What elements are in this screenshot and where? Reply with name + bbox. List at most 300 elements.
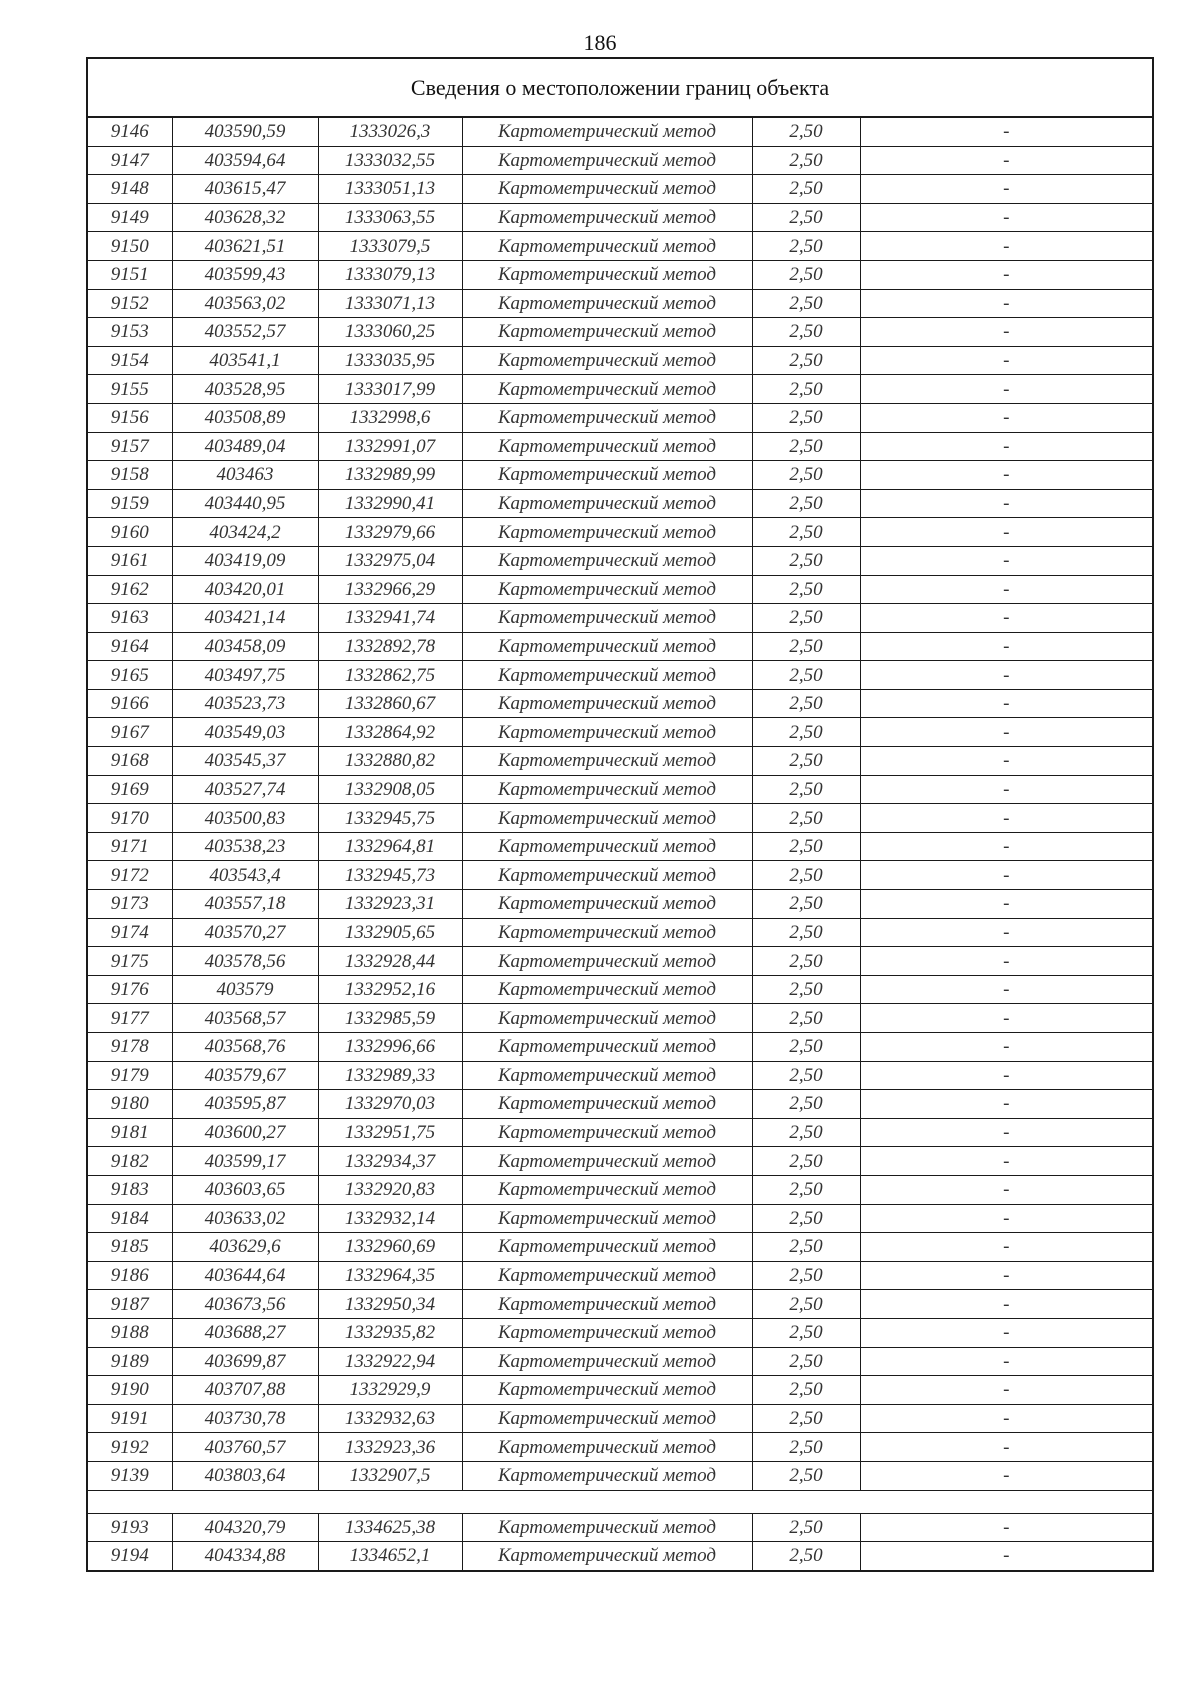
method-cell: Картометрический метод [462,804,752,833]
y-coordinate-cell: 1332907,5 [318,1461,462,1490]
method-cell: Картометрический метод [462,1175,752,1204]
method-cell: Картометрический метод [462,1033,752,1062]
method-cell: Картометрический метод [462,518,752,547]
table-row [88,604,1152,633]
description-cell: - [860,1513,1152,1542]
table-row [88,1175,1152,1204]
table-row [88,689,1152,718]
accuracy-cell: 2,50 [752,918,860,947]
table-row [88,260,1152,289]
y-coordinate-cell: 1332932,14 [318,1204,462,1233]
method-cell: Картометрический метод [462,975,752,1004]
x-coordinate-cell: 403463 [172,461,318,490]
table-row [88,861,1152,890]
table-title: Сведения о местоположении границ объекта [88,59,1152,118]
method-cell: Картометрический метод [462,1404,752,1433]
point-number-cell: 9159 [88,489,172,518]
x-coordinate-cell: 403629,6 [172,1233,318,1262]
point-number-cell: 9149 [88,203,172,232]
table-row [88,118,1152,146]
accuracy-cell: 2,50 [752,718,860,747]
description-cell: - [860,432,1152,461]
x-coordinate-cell: 403552,57 [172,318,318,347]
method-cell: Картометрический метод [462,432,752,461]
description-cell: - [860,1090,1152,1119]
y-coordinate-cell: 1332964,35 [318,1261,462,1290]
y-coordinate-cell: 1332979,66 [318,518,462,547]
accuracy-cell: 2,50 [752,260,860,289]
description-cell: - [860,1033,1152,1062]
point-number-cell: 9154 [88,346,172,375]
description-cell: - [860,118,1152,146]
x-coordinate-cell: 403523,73 [172,689,318,718]
y-coordinate-cell: 1332934,37 [318,1147,462,1176]
accuracy-cell: 2,50 [752,804,860,833]
y-coordinate-cell: 1333071,13 [318,289,462,318]
y-coordinate-cell: 1332892,78 [318,632,462,661]
description-cell: - [860,1376,1152,1405]
method-cell: Картометрический метод [462,1513,752,1542]
accuracy-cell: 2,50 [752,461,860,490]
table-row [88,1118,1152,1147]
x-coordinate-cell: 403497,75 [172,661,318,690]
point-number-cell: 9181 [88,1118,172,1147]
x-coordinate-cell: 403528,95 [172,375,318,404]
y-coordinate-cell: 1333026,3 [318,118,462,146]
table-row [88,1290,1152,1319]
accuracy-cell: 2,50 [752,518,860,547]
method-cell: Картометрический метод [462,861,752,890]
method-cell: Картометрический метод [462,1261,752,1290]
y-coordinate-cell: 1332991,07 [318,432,462,461]
table-row [88,1347,1152,1376]
y-coordinate-cell: 1332950,34 [318,1290,462,1319]
point-number-cell: 9187 [88,1290,172,1319]
description-cell: - [860,346,1152,375]
point-number-cell: 9147 [88,146,172,175]
table-row [88,747,1152,776]
coordinates-grid [88,118,1152,1570]
y-coordinate-cell: 1332908,05 [318,775,462,804]
table-row [88,203,1152,232]
table-row [88,1147,1152,1176]
table-row [88,403,1152,432]
x-coordinate-cell: 403538,23 [172,832,318,861]
description-cell: - [860,661,1152,690]
x-coordinate-cell: 403644,64 [172,1261,318,1290]
table-row [88,575,1152,604]
accuracy-cell: 2,50 [752,832,860,861]
table-row [88,718,1152,747]
method-cell: Картометрический метод [462,604,752,633]
table-row [88,546,1152,575]
description-cell: - [860,604,1152,633]
accuracy-cell: 2,50 [752,375,860,404]
table-row [88,432,1152,461]
accuracy-cell: 2,50 [752,118,860,146]
description-cell: - [860,947,1152,976]
x-coordinate-cell: 403570,27 [172,918,318,947]
point-number-cell: 9172 [88,861,172,890]
method-cell: Картометрический метод [462,1290,752,1319]
point-number-cell: 9185 [88,1233,172,1262]
accuracy-cell: 2,50 [752,1433,860,1462]
description-cell: - [860,546,1152,575]
description-cell: - [860,1204,1152,1233]
method-cell: Картометрический метод [462,1004,752,1033]
method-cell: Картометрический метод [462,632,752,661]
y-coordinate-cell: 1332923,36 [318,1433,462,1462]
method-cell: Картометрический метод [462,890,752,919]
method-cell: Картометрический метод [462,1233,752,1262]
y-coordinate-cell: 1333051,13 [318,175,462,204]
method-cell: Картометрический метод [462,1318,752,1347]
point-number-cell: 9186 [88,1261,172,1290]
x-coordinate-cell: 403420,01 [172,575,318,604]
x-coordinate-cell: 403549,03 [172,718,318,747]
method-cell: Картометрический метод [462,689,752,718]
point-number-cell: 9165 [88,661,172,690]
method-cell: Картометрический метод [462,947,752,976]
point-number-cell: 9155 [88,375,172,404]
y-coordinate-cell: 1332996,66 [318,1033,462,1062]
description-cell: - [860,232,1152,261]
point-number-cell: 9152 [88,289,172,318]
x-coordinate-cell: 403527,74 [172,775,318,804]
point-number-cell: 9150 [88,232,172,261]
accuracy-cell: 2,50 [752,403,860,432]
y-coordinate-cell: 1332935,82 [318,1318,462,1347]
table-row [88,1433,1152,1462]
y-coordinate-cell: 1333017,99 [318,375,462,404]
accuracy-cell: 2,50 [752,232,860,261]
y-coordinate-cell: 1333079,13 [318,260,462,289]
description-cell: - [860,203,1152,232]
y-coordinate-cell: 1332985,59 [318,1004,462,1033]
method-cell: Картометрический метод [462,175,752,204]
y-coordinate-cell: 1332989,99 [318,461,462,490]
x-coordinate-cell: 403557,18 [172,890,318,919]
accuracy-cell: 2,50 [752,1461,860,1490]
accuracy-cell: 2,50 [752,689,860,718]
point-number-cell: 9183 [88,1175,172,1204]
point-number-cell: 9168 [88,747,172,776]
accuracy-cell: 2,50 [752,1261,860,1290]
table-row [88,1090,1152,1119]
x-coordinate-cell: 403568,57 [172,1004,318,1033]
table-row [88,947,1152,976]
table-row [88,318,1152,347]
point-number-cell: 9151 [88,260,172,289]
description-cell: - [860,461,1152,490]
method-cell: Картометрический метод [462,1090,752,1119]
point-number-cell: 9153 [88,318,172,347]
table-row [88,775,1152,804]
table-row [88,175,1152,204]
description-cell: - [860,1061,1152,1090]
accuracy-cell: 2,50 [752,632,860,661]
method-cell: Картометрический метод [462,260,752,289]
table-row [88,346,1152,375]
point-number-cell: 9190 [88,1376,172,1405]
y-coordinate-cell: 1332952,16 [318,975,462,1004]
coordinates-body [88,118,1152,1570]
accuracy-cell: 2,50 [752,203,860,232]
y-coordinate-cell: 1332990,41 [318,489,462,518]
method-cell: Картометрический метод [462,775,752,804]
point-number-cell: 9161 [88,546,172,575]
description-cell: - [860,1004,1152,1033]
accuracy-cell: 2,50 [752,318,860,347]
table-row [88,1261,1152,1290]
x-coordinate-cell: 403803,64 [172,1461,318,1490]
point-number-cell: 9176 [88,975,172,1004]
table-row [88,1461,1152,1490]
x-coordinate-cell: 403599,17 [172,1147,318,1176]
y-coordinate-cell: 1332945,73 [318,861,462,890]
accuracy-cell: 2,50 [752,890,860,919]
description-cell: - [860,575,1152,604]
accuracy-cell: 2,50 [752,489,860,518]
x-coordinate-cell: 403458,09 [172,632,318,661]
description-cell: - [860,632,1152,661]
x-coordinate-cell: 403545,37 [172,747,318,776]
accuracy-cell: 2,50 [752,289,860,318]
y-coordinate-cell: 1332960,69 [318,1233,462,1262]
description-cell: - [860,775,1152,804]
x-coordinate-cell: 403594,64 [172,146,318,175]
point-number-cell: 9184 [88,1204,172,1233]
method-cell: Картометрический метод [462,489,752,518]
x-coordinate-cell: 403489,04 [172,432,318,461]
point-number-cell: 9191 [88,1404,172,1433]
description-cell: - [860,375,1152,404]
description-cell: - [860,804,1152,833]
y-coordinate-cell: 1332880,82 [318,747,462,776]
description-cell: - [860,1318,1152,1347]
method-cell: Картометрический метод [462,661,752,690]
description-cell: - [860,832,1152,861]
method-cell: Картометрический метод [462,546,752,575]
x-coordinate-cell: 403421,14 [172,604,318,633]
method-cell: Картометрический метод [462,118,752,146]
table-row [88,632,1152,661]
description-cell: - [860,689,1152,718]
y-coordinate-cell: 1332928,44 [318,947,462,976]
method-cell: Картометрический метод [462,832,752,861]
y-coordinate-cell: 1332920,83 [318,1175,462,1204]
y-coordinate-cell: 1332964,81 [318,832,462,861]
x-coordinate-cell: 403440,95 [172,489,318,518]
accuracy-cell: 2,50 [752,1318,860,1347]
method-cell: Картометрический метод [462,1204,752,1233]
table-row [88,489,1152,518]
x-coordinate-cell: 403590,59 [172,118,318,146]
x-coordinate-cell: 403424,2 [172,518,318,547]
x-coordinate-cell: 403563,02 [172,289,318,318]
table-row [88,1204,1152,1233]
description-cell: - [860,1290,1152,1319]
x-coordinate-cell: 403621,51 [172,232,318,261]
table-row [88,1233,1152,1262]
x-coordinate-cell: 403673,56 [172,1290,318,1319]
point-number-cell: 9171 [88,832,172,861]
x-coordinate-cell: 403500,83 [172,804,318,833]
x-coordinate-cell: 403568,76 [172,1033,318,1062]
x-coordinate-cell: 404320,79 [172,1513,318,1542]
point-number-cell: 9177 [88,1004,172,1033]
accuracy-cell: 2,50 [752,1233,860,1262]
x-coordinate-cell: 403543,4 [172,861,318,890]
table-row [88,975,1152,1004]
point-number-cell: 9157 [88,432,172,461]
table-row [88,1513,1152,1542]
method-cell: Картометрический метод [462,1347,752,1376]
x-coordinate-cell: 403419,09 [172,546,318,575]
point-number-cell: 9173 [88,890,172,919]
x-coordinate-cell: 403541,1 [172,346,318,375]
description-cell: - [860,1261,1152,1290]
method-cell: Картометрический метод [462,203,752,232]
x-coordinate-cell: 404334,88 [172,1542,318,1570]
accuracy-cell: 2,50 [752,1542,860,1570]
point-number-cell: 9179 [88,1061,172,1090]
accuracy-cell: 2,50 [752,1175,860,1204]
page-number: 186 [583,30,617,55]
x-coordinate-cell: 403628,32 [172,203,318,232]
y-coordinate-cell: 1332864,92 [318,718,462,747]
x-coordinate-cell: 403599,43 [172,260,318,289]
y-coordinate-cell: 1332941,74 [318,604,462,633]
description-cell: - [860,1404,1152,1433]
accuracy-cell: 2,50 [752,1347,860,1376]
method-cell: Картометрический метод [462,918,752,947]
table-row [88,289,1152,318]
description-cell: - [860,489,1152,518]
y-coordinate-cell: 1332966,29 [318,575,462,604]
description-cell: - [860,718,1152,747]
x-coordinate-cell: 403707,88 [172,1376,318,1405]
method-cell: Картометрический метод [462,747,752,776]
method-cell: Картометрический метод [462,346,752,375]
method-cell: Картометрический метод [462,1061,752,1090]
accuracy-cell: 2,50 [752,146,860,175]
accuracy-cell: 2,50 [752,1290,860,1319]
method-cell: Картометрический метод [462,1147,752,1176]
table-row [88,1542,1152,1570]
point-number-cell: 9162 [88,575,172,604]
description-cell: - [860,289,1152,318]
accuracy-cell: 2,50 [752,975,860,1004]
x-coordinate-cell: 403760,57 [172,1433,318,1462]
description-cell: - [860,975,1152,1004]
description-cell: - [860,175,1152,204]
accuracy-cell: 2,50 [752,1118,860,1147]
y-coordinate-cell: 1332951,75 [318,1118,462,1147]
point-number-cell: 9188 [88,1318,172,1347]
description-cell: - [860,1542,1152,1570]
boundary-coordinates-table [86,57,1154,1572]
accuracy-cell: 2,50 [752,175,860,204]
x-coordinate-cell: 403730,78 [172,1404,318,1433]
point-number-cell: 9193 [88,1513,172,1542]
y-coordinate-cell: 1334652,1 [318,1542,462,1570]
description-cell: - [860,1175,1152,1204]
point-number-cell: 9156 [88,403,172,432]
accuracy-cell: 2,50 [752,1404,860,1433]
method-cell: Картометрический метод [462,146,752,175]
point-number-cell: 9166 [88,689,172,718]
method-cell: Картометрический метод [462,289,752,318]
accuracy-cell: 2,50 [752,1033,860,1062]
x-coordinate-cell: 403688,27 [172,1318,318,1347]
method-cell: Картометрический метод [462,1433,752,1462]
accuracy-cell: 2,50 [752,604,860,633]
point-number-cell: 9146 [88,118,172,146]
description-cell: - [860,890,1152,919]
point-number-cell: 9160 [88,518,172,547]
point-number-cell: 9194 [88,1542,172,1570]
point-number-cell: 9158 [88,461,172,490]
accuracy-cell: 2,50 [752,575,860,604]
table-gap-row [88,1490,1152,1513]
method-cell: Картометрический метод [462,1118,752,1147]
y-coordinate-cell: 1334625,38 [318,1513,462,1542]
description-cell: - [860,146,1152,175]
point-number-cell: 9139 [88,1461,172,1490]
x-coordinate-cell: 403579,67 [172,1061,318,1090]
accuracy-cell: 2,50 [752,1204,860,1233]
y-coordinate-cell: 1332932,63 [318,1404,462,1433]
accuracy-cell: 2,50 [752,1061,860,1090]
description-cell: - [860,747,1152,776]
description-cell: - [860,318,1152,347]
point-number-cell: 9182 [88,1147,172,1176]
method-cell: Картометрический метод [462,718,752,747]
accuracy-cell: 2,50 [752,1147,860,1176]
x-coordinate-cell: 403508,89 [172,403,318,432]
point-number-cell: 9192 [88,1433,172,1462]
y-coordinate-cell: 1332970,03 [318,1090,462,1119]
method-cell: Картометрический метод [462,575,752,604]
table-row [88,804,1152,833]
y-coordinate-cell: 1333063,55 [318,203,462,232]
x-coordinate-cell: 403603,65 [172,1175,318,1204]
description-cell: - [860,1433,1152,1462]
table-row [88,1004,1152,1033]
accuracy-cell: 2,50 [752,346,860,375]
gap-cell [88,1490,1152,1513]
table-row [88,1376,1152,1405]
method-cell: Картометрический метод [462,1461,752,1490]
point-number-cell: 9167 [88,718,172,747]
point-number-cell: 9174 [88,918,172,947]
point-number-cell: 9178 [88,1033,172,1062]
method-cell: Картометрический метод [462,318,752,347]
table-row [88,661,1152,690]
description-cell: - [860,260,1152,289]
y-coordinate-cell: 1333035,95 [318,346,462,375]
point-number-cell: 9164 [88,632,172,661]
y-coordinate-cell: 1332975,04 [318,546,462,575]
y-coordinate-cell: 1332923,31 [318,890,462,919]
table-row [88,518,1152,547]
description-cell: - [860,518,1152,547]
point-number-cell: 9170 [88,804,172,833]
point-number-cell: 9169 [88,775,172,804]
y-coordinate-cell: 1333060,25 [318,318,462,347]
method-cell: Картометрический метод [462,461,752,490]
